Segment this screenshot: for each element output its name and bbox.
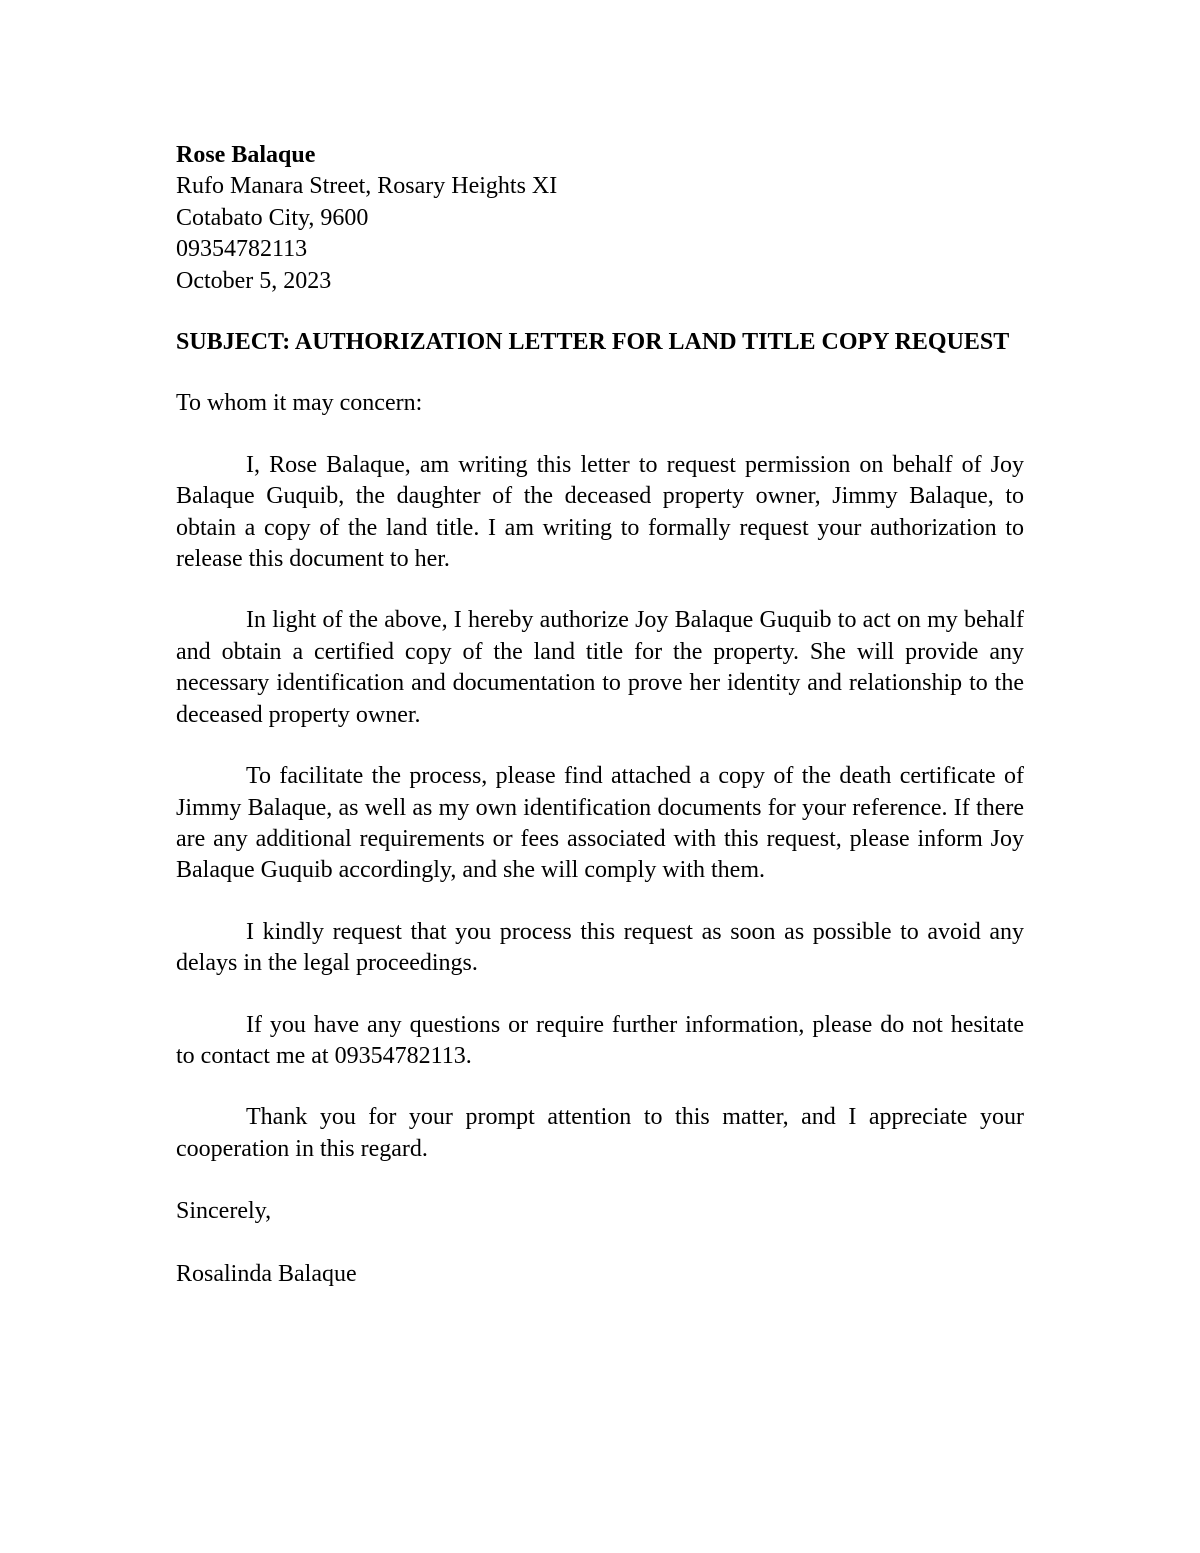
paragraph-attachments: To facilitate the process, please find attached a copy of the death certificate of Jimmy Balaque, as well as my own identification documents for your reference. If there are any additional requirements or fees associated with this request, please inform Joy Balaque Guquib accordingly, and she will comply with them. xyxy=(176,763,1024,884)
salutation: To whom it may concern: xyxy=(176,390,423,417)
letter-date: October 5, 2023 xyxy=(176,267,332,294)
letter-body xyxy=(176,140,1024,1290)
paragraph-urgency: I kindly request that you process this request as soon as possible to avoid any delays in the legal proceedings. xyxy=(176,918,1024,977)
sender-block xyxy=(176,140,1024,297)
paragraph-request: I, Rose Balaque, am writing this letter to request permission on behalf of Joy Balaque Guquib, the daughter of the deceased property owner, Jimmy Balaque, to obtain a copy of the land title. I am writing to formally request your authorization to release this document to her. xyxy=(176,451,1024,573)
closing: Sincerely, xyxy=(176,1198,272,1225)
sender-city: Cotabato City, 9600 xyxy=(176,204,369,231)
sender-name: Rose Balaque xyxy=(176,142,316,168)
paragraph-authorization: In light of the above, I hereby authorize Joy Balaque Guquib to act on my behalf and obtain a certified copy of the land title for the property. She will provide any necessary identification and documentation to prove her identity and relationship to the deceased property owner. xyxy=(176,607,1024,728)
sender-street: Rufo Manara Street, Rosary Heights XI xyxy=(176,173,558,200)
signature-name: Rosalinda Balaque xyxy=(176,1260,357,1287)
paragraph-thanks: Thank you for your prompt attention to this matter, and I appreciate your cooperation in this regard. xyxy=(176,1104,1024,1162)
paragraph-contact: If you have any questions or require further information, please do not hesitate to contact me at 09354782113. xyxy=(176,1011,1024,1069)
sender-phone: 09354782113 xyxy=(176,236,308,263)
subject-line: SUBJECT: AUTHORIZATION LETTER FOR LAND TITLE COPY REQUEST xyxy=(176,329,1010,356)
